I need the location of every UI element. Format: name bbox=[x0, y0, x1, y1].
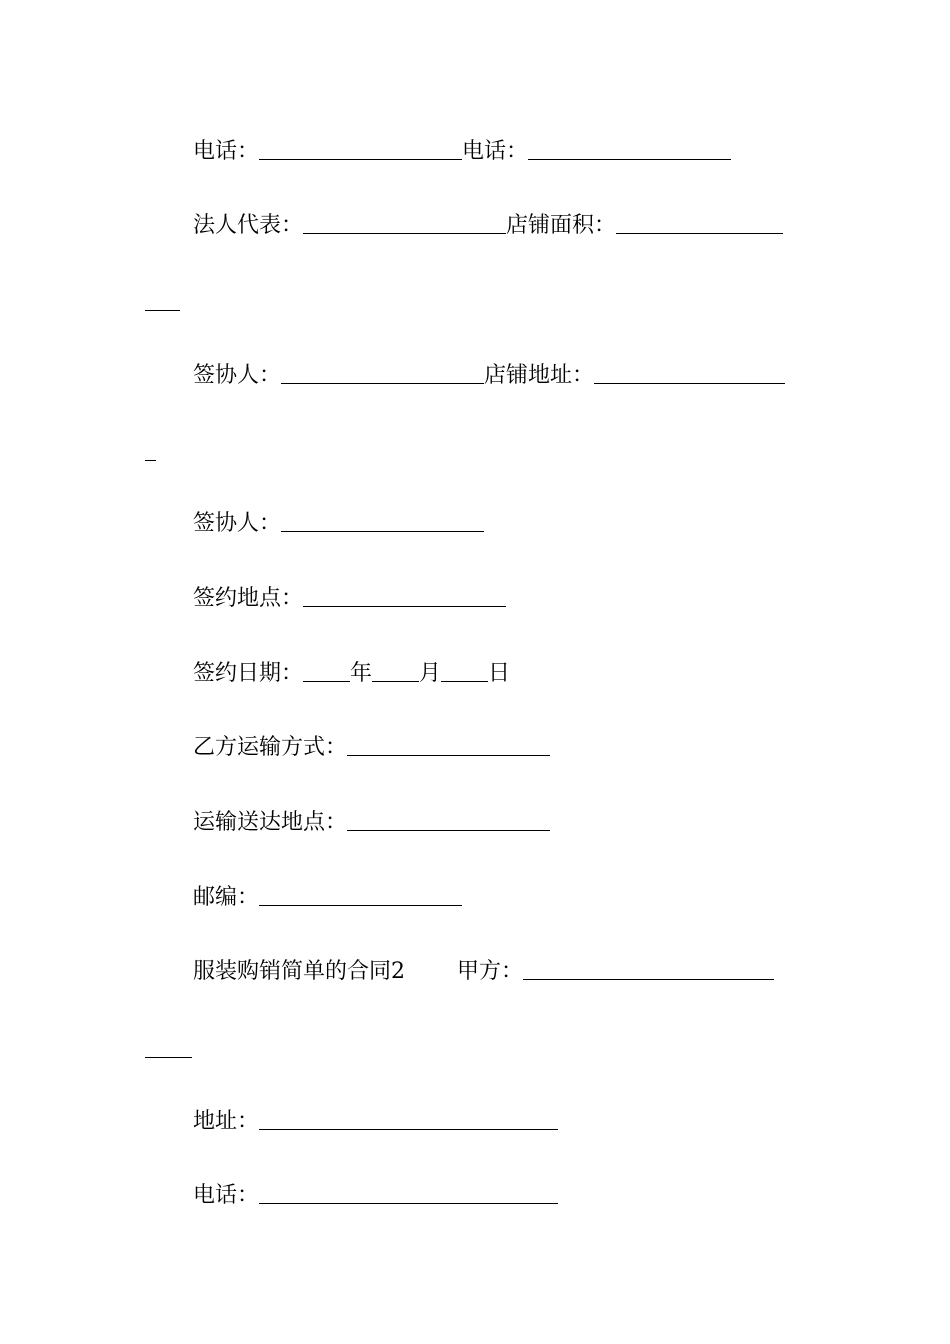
legal-rep-blank[interactable] bbox=[303, 233, 506, 234]
day-label: 日 bbox=[488, 661, 511, 686]
store-area-label: 店铺面积： bbox=[506, 213, 617, 238]
contract2-phone-blank[interactable] bbox=[259, 1203, 558, 1204]
transport-method-label: 乙方运输方式： bbox=[193, 735, 348, 760]
store-address-label: 店铺地址： bbox=[484, 363, 595, 388]
postcode-blank[interactable] bbox=[259, 905, 462, 906]
sign-date-row bbox=[193, 660, 510, 688]
signer-row-second bbox=[193, 510, 484, 538]
address-blank[interactable] bbox=[259, 1129, 558, 1130]
phone-label: 电话： bbox=[193, 139, 260, 164]
month-blank[interactable] bbox=[372, 681, 419, 682]
store-area-blank-continued[interactable] bbox=[145, 310, 180, 311]
delivery-place-blank[interactable] bbox=[347, 830, 550, 831]
sign-place-blank[interactable] bbox=[303, 606, 506, 607]
store-address-blank[interactable] bbox=[594, 383, 785, 384]
party-a-blank[interactable] bbox=[523, 979, 774, 980]
delivery-place-row bbox=[193, 809, 550, 837]
signer-blank[interactable] bbox=[281, 383, 484, 384]
signer-label-second: 签协人： bbox=[193, 511, 282, 536]
store-area-blank[interactable] bbox=[616, 233, 783, 234]
transport-method-row bbox=[193, 734, 550, 762]
phone-blank[interactable] bbox=[259, 159, 462, 160]
sign-place-label: 签约地点： bbox=[193, 586, 304, 611]
postcode-row bbox=[193, 884, 462, 912]
transport-method-blank[interactable] bbox=[347, 755, 550, 756]
store-address-blank-continued[interactable] bbox=[145, 460, 156, 461]
signer-row bbox=[193, 362, 785, 390]
signer-label: 签协人： bbox=[193, 363, 282, 388]
contract2-title-row bbox=[193, 958, 774, 986]
legal-rep-label: 法人代表： bbox=[193, 213, 304, 238]
phone-label-second: 电话： bbox=[462, 139, 529, 164]
party-a-blank-continued[interactable] bbox=[145, 1057, 192, 1058]
postcode-label: 邮编： bbox=[193, 885, 260, 910]
phone-blank-second[interactable] bbox=[528, 159, 731, 160]
legal-rep-row bbox=[193, 212, 783, 240]
signer-blank-second[interactable] bbox=[281, 531, 484, 532]
month-label: 月 bbox=[419, 661, 442, 686]
party-a-label: 甲方： bbox=[457, 959, 524, 984]
contract2-phone-label: 电话： bbox=[193, 1183, 260, 1208]
year-blank[interactable] bbox=[303, 681, 350, 682]
contract2-title: 服装购销简单的合同2 bbox=[193, 959, 405, 984]
phone-row bbox=[193, 138, 731, 166]
sign-date-label: 签约日期： bbox=[193, 661, 304, 686]
address-label: 地址： bbox=[193, 1109, 260, 1134]
day-blank[interactable] bbox=[441, 681, 488, 682]
delivery-place-label: 运输送达地点： bbox=[193, 810, 348, 835]
sign-place-row bbox=[193, 585, 506, 613]
contract2-phone-row bbox=[193, 1182, 558, 1210]
contract2-address-row bbox=[193, 1108, 558, 1136]
year-label: 年 bbox=[350, 661, 373, 686]
